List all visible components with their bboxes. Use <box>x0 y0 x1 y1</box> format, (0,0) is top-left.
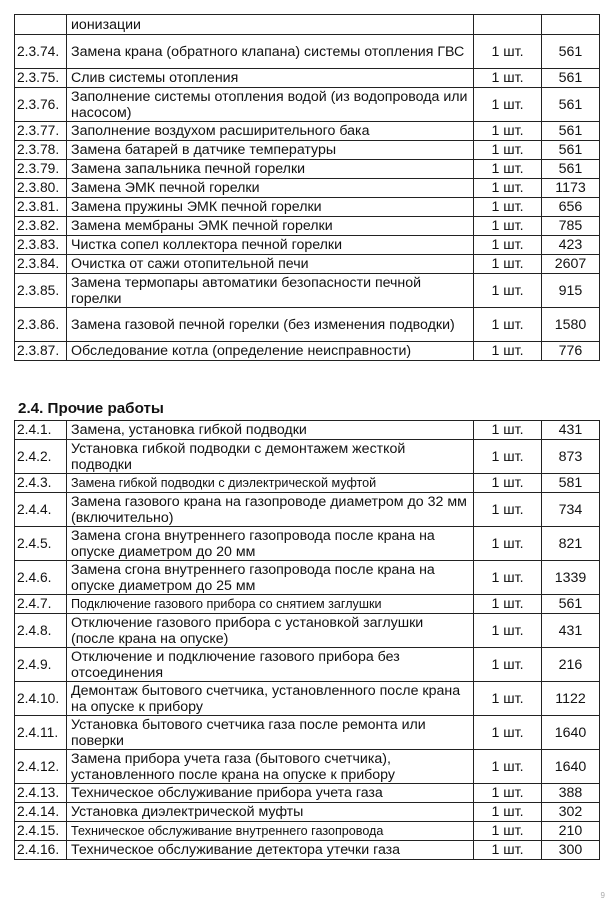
row-price: 1173 <box>542 179 600 198</box>
row-description: Подключение газового прибора со снятием заглушки <box>67 595 474 614</box>
table-row <box>15 69 600 88</box>
row-description: Замена запальника печной горелки <box>67 160 474 179</box>
row-unit: 1 шт. <box>474 342 542 361</box>
table-row <box>15 527 600 561</box>
row-unit: 1 шт. <box>474 160 542 179</box>
row-unit: 1 шт. <box>474 217 542 236</box>
row-code: 2.3.85. <box>15 274 67 308</box>
row-description: Обследование котла (определение неисправности) <box>67 342 474 361</box>
row-unit: 1 шт. <box>474 69 542 88</box>
row-unit: 1 шт. <box>474 493 542 527</box>
row-code: 2.4.10. <box>15 682 67 716</box>
row-description: Чистка сопел коллектора печной горелки <box>67 236 474 255</box>
row-price: 431 <box>542 614 600 648</box>
row-unit: 1 шт. <box>474 122 542 141</box>
row-unit: 1 шт. <box>474 35 542 69</box>
row-code: 2.3.74. <box>15 35 67 69</box>
row-unit: 1 шт. <box>474 308 542 342</box>
row-code: 2.3.84. <box>15 255 67 274</box>
row-description: Техническое обслуживание прибора учета газа <box>67 784 474 803</box>
row-unit: 1 шт. <box>474 198 542 217</box>
row-description: Демонтаж бытового счетчика, установленного после крана на опуске к прибору <box>67 682 474 716</box>
table-row <box>15 493 600 527</box>
row-unit: 1 шт. <box>474 784 542 803</box>
row-unit <box>474 15 542 35</box>
table-row <box>15 822 600 841</box>
row-description: Очистка от сажи отопительной печи <box>67 255 474 274</box>
row-description: Замена сгона внутреннего газопровода после крана на опуске диаметром до 20 мм <box>67 527 474 561</box>
row-code: 2.4.7. <box>15 595 67 614</box>
row-description: Замена гибкой подводки с диэлектрической муфтой <box>67 474 474 493</box>
table-row <box>15 141 600 160</box>
row-price: 656 <box>542 198 600 217</box>
row-code: 2.3.75. <box>15 69 67 88</box>
row-description: Замена мембраны ЭМК печной горелки <box>67 217 474 236</box>
row-unit: 1 шт. <box>474 803 542 822</box>
table-row <box>15 160 600 179</box>
row-unit: 1 шт. <box>474 527 542 561</box>
row-price: 210 <box>542 822 600 841</box>
row-price: 1580 <box>542 308 600 342</box>
row-price: 915 <box>542 274 600 308</box>
row-code: 2.3.81. <box>15 198 67 217</box>
page-number: 9 <box>600 891 605 900</box>
row-code: 2.3.87. <box>15 342 67 361</box>
row-description: Замена ЭМК печной горелки <box>67 179 474 198</box>
table-row <box>15 236 600 255</box>
section-title: 2.4. Прочие работы <box>18 400 164 417</box>
row-unit: 1 шт. <box>474 236 542 255</box>
table-row <box>15 750 600 784</box>
row-unit: 1 шт. <box>474 614 542 648</box>
row-unit: 1 шт. <box>474 595 542 614</box>
row-unit: 1 шт. <box>474 88 542 122</box>
table-row <box>15 198 600 217</box>
row-code: 2.3.83. <box>15 236 67 255</box>
row-description: Заполнение воздухом расширительного бака <box>67 122 474 141</box>
row-code <box>15 15 67 35</box>
table-row <box>15 217 600 236</box>
row-price: 776 <box>542 342 600 361</box>
table-row <box>15 561 600 595</box>
table-row <box>15 841 600 860</box>
row-unit: 1 шт. <box>474 648 542 682</box>
row-unit: 1 шт. <box>474 421 542 440</box>
row-price: 1640 <box>542 750 600 784</box>
row-code: 2.3.78. <box>15 141 67 160</box>
row-unit: 1 шт. <box>474 822 542 841</box>
row-price: 216 <box>542 648 600 682</box>
row-unit: 1 шт. <box>474 274 542 308</box>
table-row <box>15 803 600 822</box>
row-price: 431 <box>542 421 600 440</box>
row-price: 873 <box>542 440 600 474</box>
row-description: Замена прибора учета газа (бытового счетчика), установленного после крана на опуске к прибору <box>67 750 474 784</box>
table-row <box>15 784 600 803</box>
row-price: 561 <box>542 595 600 614</box>
row-code: 2.3.82. <box>15 217 67 236</box>
table-row <box>15 716 600 750</box>
table-row <box>15 274 600 308</box>
row-price: 561 <box>542 160 600 179</box>
row-price: 785 <box>542 217 600 236</box>
row-description: Слив системы отопления <box>67 69 474 88</box>
row-price: 388 <box>542 784 600 803</box>
row-unit: 1 шт. <box>474 141 542 160</box>
price-table-section-2-3 <box>14 14 600 361</box>
row-price: 2607 <box>542 255 600 274</box>
row-price: 1640 <box>542 716 600 750</box>
row-description: Замена пружины ЭМК печной горелки <box>67 198 474 217</box>
row-code: 2.3.79. <box>15 160 67 179</box>
table-row <box>15 682 600 716</box>
row-price: 1122 <box>542 682 600 716</box>
table-row <box>15 648 600 682</box>
row-unit: 1 шт. <box>474 561 542 595</box>
row-price: 561 <box>542 35 600 69</box>
row-price: 561 <box>542 69 600 88</box>
row-description: Замена термопары автоматики безопасности печной горелки <box>67 274 474 308</box>
row-code: 2.3.77. <box>15 122 67 141</box>
row-price: 423 <box>542 236 600 255</box>
row-price <box>542 15 600 35</box>
table-row <box>15 308 600 342</box>
row-description: Замена, установка гибкой подводки <box>67 421 474 440</box>
row-description: Заполнение системы отопления водой (из водопровода или насосом) <box>67 88 474 122</box>
row-code: 2.4.16. <box>15 841 67 860</box>
row-unit: 1 шт. <box>474 716 542 750</box>
row-price: 734 <box>542 493 600 527</box>
row-description: Установка диэлектрической муфты <box>67 803 474 822</box>
table-row <box>15 255 600 274</box>
row-code: 2.4.12. <box>15 750 67 784</box>
row-code: 2.4.2. <box>15 440 67 474</box>
table-row <box>15 474 600 493</box>
row-unit: 1 шт. <box>474 255 542 274</box>
table-row <box>15 179 600 198</box>
table-row <box>15 35 600 69</box>
table-row <box>15 88 600 122</box>
row-description: Установка гибкой подводки с демонтажем жесткой подводки <box>67 440 474 474</box>
row-price: 561 <box>542 122 600 141</box>
table-row-continuation <box>15 15 600 35</box>
row-price: 581 <box>542 474 600 493</box>
row-description: ионизации <box>67 15 474 35</box>
row-description: Техническое обслуживание внутреннего газопровода <box>67 822 474 841</box>
row-description: Замена газовой печной горелки (без изменения подводки) <box>67 308 474 342</box>
row-code: 2.4.3. <box>15 474 67 493</box>
row-unit: 1 шт. <box>474 750 542 784</box>
row-price: 561 <box>542 88 600 122</box>
table-row <box>15 421 600 440</box>
row-price: 561 <box>542 141 600 160</box>
table-row <box>15 342 600 361</box>
table-row <box>15 122 600 141</box>
row-code: 2.4.13. <box>15 784 67 803</box>
row-description: Замена газового крана на газопроводе диаметром до 32 мм (включительно) <box>67 493 474 527</box>
row-unit: 1 шт. <box>474 440 542 474</box>
row-code: 2.4.9. <box>15 648 67 682</box>
row-description: Техническое обслуживание детектора утечки газа <box>67 841 474 860</box>
row-code: 2.3.76. <box>15 88 67 122</box>
row-code: 2.3.80. <box>15 179 67 198</box>
price-table-section-2-4 <box>14 420 600 860</box>
row-description: Отключение газового прибора с установкой заглушки (после крана на опуске) <box>67 614 474 648</box>
row-price: 302 <box>542 803 600 822</box>
row-code: 2.4.5. <box>15 527 67 561</box>
row-code: 2.4.1. <box>15 421 67 440</box>
row-code: 2.3.86. <box>15 308 67 342</box>
row-code: 2.4.11. <box>15 716 67 750</box>
row-price: 821 <box>542 527 600 561</box>
row-description: Замена крана (обратного клапана) системы отопления ГВС <box>67 35 474 69</box>
row-price: 1339 <box>542 561 600 595</box>
row-description: Отключение и подключение газового прибора без отсоединения <box>67 648 474 682</box>
table-row <box>15 440 600 474</box>
row-description: Замена сгона внутреннего газопровода после крана на опуске диаметром до 25 мм <box>67 561 474 595</box>
table-row <box>15 595 600 614</box>
row-price: 300 <box>542 841 600 860</box>
row-code: 2.4.6. <box>15 561 67 595</box>
row-unit: 1 шт. <box>474 841 542 860</box>
row-code: 2.4.15. <box>15 822 67 841</box>
row-description: Установка бытового счетчика газа после ремонта или поверки <box>67 716 474 750</box>
row-code: 2.4.14. <box>15 803 67 822</box>
table-row <box>15 614 600 648</box>
row-code: 2.4.4. <box>15 493 67 527</box>
row-unit: 1 шт. <box>474 682 542 716</box>
row-code: 2.4.8. <box>15 614 67 648</box>
row-description: Замена батарей в датчике температуры <box>67 141 474 160</box>
row-unit: 1 шт. <box>474 474 542 493</box>
row-unit: 1 шт. <box>474 179 542 198</box>
